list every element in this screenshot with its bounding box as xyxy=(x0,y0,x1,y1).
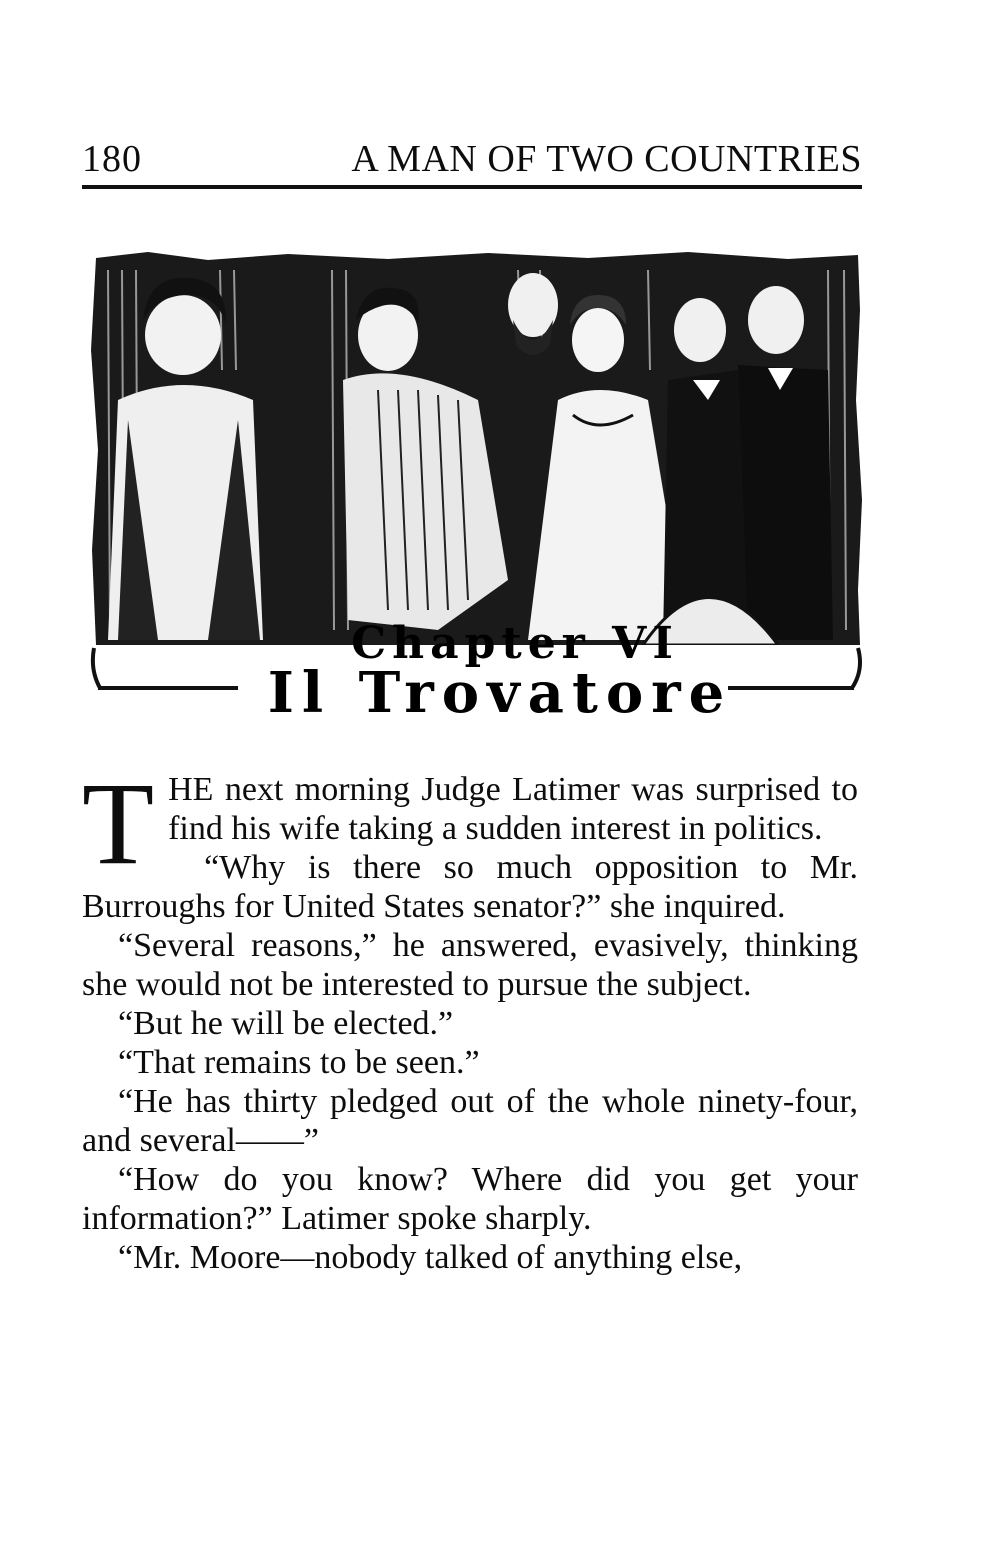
page-number: 180 xyxy=(82,138,142,180)
paragraph-text: HE next morning Judge Latimer was surprised to find his wife taking a sudden interest in politics. xyxy=(168,771,858,847)
paragraph: “How do you know? Where did you get your information?” Latimer spoke sharply. xyxy=(82,1161,858,1237)
running-header xyxy=(82,135,862,189)
paragraph: “He has thirty pledged out of the whole ninety-four, and several——” xyxy=(82,1083,858,1159)
paragraph: “Why is there so much opposition to Mr. Burroughs for United States senator?” she inquired. xyxy=(82,849,858,925)
drop-cap: T xyxy=(82,758,155,889)
chapter-title: Il Trovatore xyxy=(267,660,733,726)
paragraph: “Several reasons,” he answered, evasively, thinking she would not be interested to pursue the subject. xyxy=(82,927,858,1003)
running-title: A MAN OF TWO COUNTRIES xyxy=(351,138,862,180)
chapter-number: Chapter VI xyxy=(351,618,679,669)
paragraph: “That remains to be seen.” xyxy=(118,1044,480,1081)
body-text xyxy=(82,758,858,1277)
paragraph: “But he will be elected.” xyxy=(118,1005,454,1042)
paragraph: “Mr. Moore—nobody talked of anything else, xyxy=(118,1239,743,1276)
